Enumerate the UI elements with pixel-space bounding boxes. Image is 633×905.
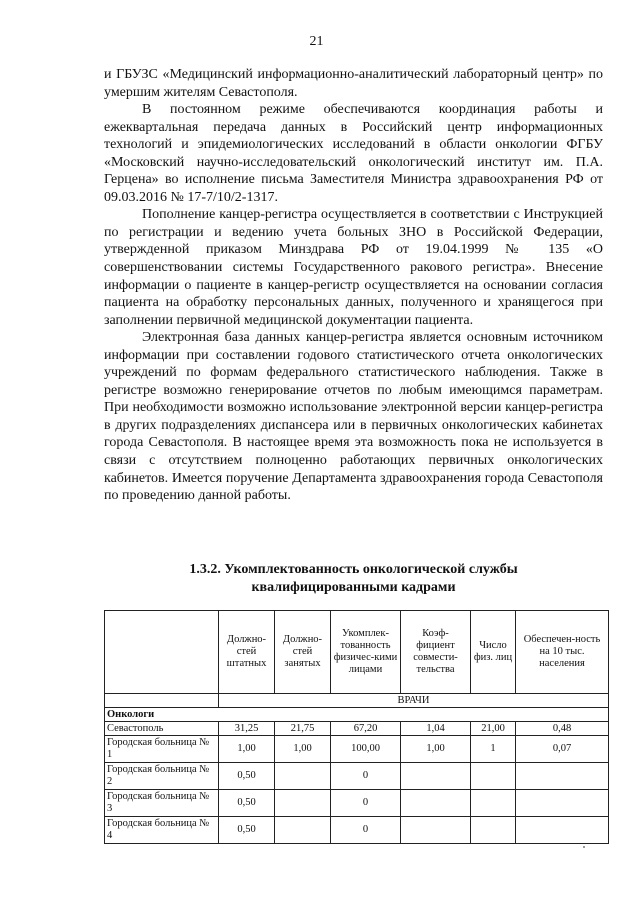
cell	[275, 817, 331, 844]
cell: 67,20	[331, 722, 401, 736]
cell	[471, 817, 516, 844]
cell: 0,48	[516, 722, 609, 736]
column-header: Обеспечен-ность на 10 тыс. населения	[516, 611, 609, 694]
cell: 1	[471, 736, 516, 763]
cell	[401, 817, 471, 844]
scan-speck	[583, 846, 585, 848]
section-title-line: 1.3.2. Укомплектованность онкологической службы	[189, 562, 518, 577]
column-header: Должно-стей занятых	[275, 611, 331, 694]
cell: 1,00	[401, 736, 471, 763]
band-label: ВРАЧИ	[219, 694, 609, 708]
cell: 0	[331, 763, 401, 790]
row-name: Городская больница № 3	[105, 790, 219, 817]
cell	[401, 790, 471, 817]
cell: 21,75	[275, 722, 331, 736]
cell: 1,04	[401, 722, 471, 736]
cell	[471, 763, 516, 790]
paragraph: и ГБУЗС «Медицинский информационно-аналитический лабораторный центр» по умершим жителям Севастополя.	[104, 67, 603, 100]
cell: 0,50	[219, 790, 275, 817]
body-text	[104, 66, 603, 505]
cell: 1,00	[219, 736, 275, 763]
column-header: Коэф-фициент совмести-тельства	[401, 611, 471, 694]
table-group-row	[105, 708, 609, 722]
staffing-table	[104, 610, 609, 844]
table-row	[105, 722, 609, 736]
paragraph: Электронная база данных канцер-регистра является основным источником информации при составлении годового статистического отчета онкологических учреждений по формам федерального статистического наблюдения. Также в регистре возможно генерирование отчетов по любым имеющимся параметрам. При необходимости возможно использование электронной версии канцер-регистра в других подразделениях диспансера или в первичных онкологических кабинетах города Севастополя. В настоящее время эта возможность пока не используется в связи с отсутствием полноценно работающих первичных онкологических кабинетов. Имеется поручение Департамента здравоохранения города Севастополя по проведению данной работы.	[104, 330, 603, 504]
cell	[516, 763, 609, 790]
section-title-line: квалифицированными кадрами	[251, 580, 456, 595]
row-name: Городская больница № 4	[105, 817, 219, 844]
column-header: Должно-стей штатных	[219, 611, 275, 694]
cell: 0	[331, 790, 401, 817]
cell: 0,07	[516, 736, 609, 763]
table-row	[105, 817, 609, 844]
cell: 100,00	[331, 736, 401, 763]
table-row	[105, 736, 609, 763]
cell: 31,25	[219, 722, 275, 736]
cell: 0	[331, 817, 401, 844]
cell	[275, 790, 331, 817]
section-title	[104, 561, 603, 597]
cell	[516, 790, 609, 817]
table-band-row	[105, 694, 609, 708]
page-number: 21	[309, 34, 324, 49]
table-row	[105, 763, 609, 790]
row-name: Городская больница № 2	[105, 763, 219, 790]
row-name: Севастополь	[105, 722, 219, 736]
table-header-row	[105, 611, 609, 694]
column-header	[105, 611, 219, 694]
cell: 21,00	[471, 722, 516, 736]
cell: 0,50	[219, 817, 275, 844]
paragraph: В постоянном режиме обеспечиваются координация работы и ежеквартальная передача данных в Российский центр информационных технологий и эпидемиологических исследований в области онкологии ФГБУ «Московский научно-исследовательский онкологический институт им. П.А. Герцена» во исполнение письма Заместителя Министра здравоохранения РФ от 09.03.2016 № 17-7/10/2-1317.	[104, 102, 603, 205]
column-header: Укомплек-тованность физичес-кими лицами	[331, 611, 401, 694]
row-name: Городская больница № 1	[105, 736, 219, 763]
cell	[516, 817, 609, 844]
cell	[471, 790, 516, 817]
group-label: Онкологи	[105, 708, 609, 722]
cell: 1,00	[275, 736, 331, 763]
column-header: Число физ. лиц	[471, 611, 516, 694]
table-row	[105, 790, 609, 817]
cell	[275, 763, 331, 790]
cell: 0,50	[219, 763, 275, 790]
paragraph: Пополнение канцер-регистра осуществляется в соответствии с Инструкцией по регистрации и ведению учета больных ЗНО в Российской Федерации, утвержденной приказом Минздрава РФ от 19.04.1999 № 135 «О совершенствовании системы Государственного ракового регистра». Внесение информации о пациенте в канцер-регистр осуществляется на основании согласия пациента на обработку персональных данных, полученного и хранящегося при заполнении первичной медицинской документации пациента.	[104, 207, 603, 328]
cell	[401, 763, 471, 790]
